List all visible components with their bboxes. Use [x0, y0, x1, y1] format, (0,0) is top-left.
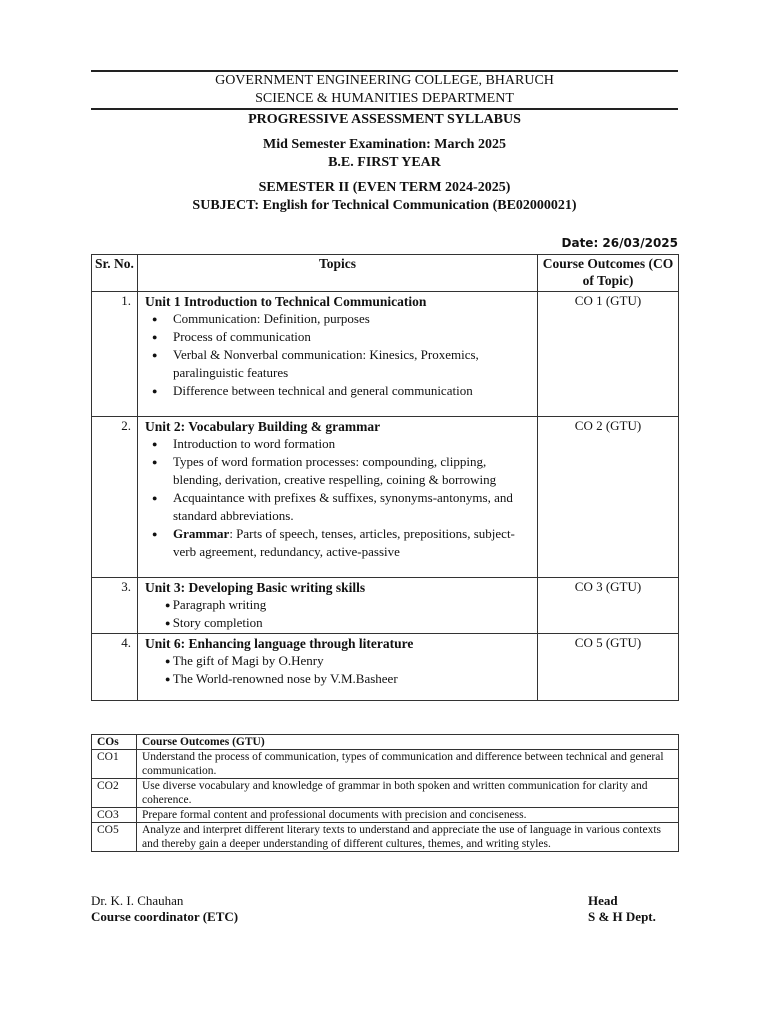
- topic-list: [145, 435, 533, 561]
- cos-id-header: COs: [92, 735, 137, 750]
- co-description: Use diverse vocabulary and knowledge of grammar in both spoken and written communication for clarity and coherence.: [137, 779, 679, 808]
- topic-cell: [138, 292, 538, 417]
- co-cell: CO 5 (GTU): [538, 634, 679, 701]
- list-item: ● Paragraph writing: [165, 596, 533, 614]
- list-item: ● The gift of Magi by O.Henry: [165, 652, 533, 670]
- row-number: 2.: [92, 417, 138, 578]
- topic-cell: [138, 634, 538, 701]
- topic-cell: [138, 417, 538, 578]
- sr-header: Sr. No.: [92, 255, 138, 292]
- list-item: ● Types of word formation processes: compounding, clipping, blending, derivation, creative respelling, coining & borrowing: [166, 453, 533, 489]
- college-name: GOVERNMENT ENGINEERING COLLEGE, BHARUCH: [215, 73, 554, 88]
- top-rule: [91, 70, 678, 72]
- table-row: [92, 779, 679, 808]
- header-rule: [91, 108, 678, 110]
- co-cell: CO 3 (GTU): [538, 578, 679, 634]
- topics-table: [91, 254, 679, 701]
- coordinator-role: Course coordinator (ETC): [91, 909, 239, 924]
- department-name: SCIENCE & HUMANITIES DEPARTMENT: [255, 91, 514, 106]
- topics-header-row: [92, 255, 679, 292]
- head-department: S & H Dept.: [588, 909, 656, 924]
- list-item: ● Difference between technical and general communication: [166, 382, 533, 400]
- co-id: CO1: [92, 750, 137, 779]
- grammar-label: Grammar: [173, 526, 230, 541]
- syllabus-title: PROGRESSIVE ASSESSMENT SYLLABUS: [248, 112, 521, 127]
- cos-header-row: [92, 735, 679, 750]
- list-item: ● Introduction to word formation: [166, 435, 533, 453]
- unit-title: Unit 1 Introduction to Technical Communication: [145, 294, 427, 309]
- co-description: Analyze and interpret different literary texts to understand and appreciate the use of language in various contexts and thereby gain a deeper understanding of different cultures, themes, and writing styles.: [137, 823, 679, 852]
- head-title: Head: [588, 893, 618, 908]
- row-number: 3.: [92, 578, 138, 634]
- row-number: 4.: [92, 634, 138, 701]
- topic-list: [145, 310, 533, 400]
- table-row: [92, 578, 679, 634]
- list-item: ● Verbal & Nonverbal communication: Kinesics, Proxemics, paralinguistic features: [166, 346, 533, 382]
- table-row: [92, 823, 679, 852]
- co-id: CO2: [92, 779, 137, 808]
- table-row: [92, 634, 679, 701]
- list-item: ● Communication: Definition, purposes: [166, 310, 533, 328]
- unit-title: Unit 6: Enhancing language through literature: [145, 636, 414, 651]
- table-row: [92, 750, 679, 779]
- year-title: B.E. FIRST YEAR: [328, 155, 441, 170]
- topic-list: [145, 652, 533, 688]
- unit-title: Unit 2: Vocabulary Building & grammar: [145, 419, 381, 434]
- list-item: ● Acquaintance with prefixes & suffixes, synonyms-antonyms, and standard abbreviations.: [166, 489, 533, 525]
- co-header: Course Outcomes (CO of Topic): [538, 255, 679, 292]
- topic-cell: [138, 578, 538, 634]
- table-row: [92, 417, 679, 578]
- co-cell: CO 2 (GTU): [538, 417, 679, 578]
- co-description: Prepare formal content and professional documents with precision and conciseness.: [137, 808, 679, 823]
- grammar-text: : Parts of speech, tenses, articles, prepositions, subject-verb agreement, redundancy, active-passive: [173, 526, 515, 559]
- co-id: CO3: [92, 808, 137, 823]
- topics-header: Topics: [138, 255, 538, 292]
- subject-title: SUBJECT: English for Technical Communication (BE02000021): [192, 198, 577, 213]
- list-item: ● Story completion: [165, 614, 533, 632]
- document-date: Date: 26/03/2025: [561, 236, 678, 250]
- exam-title: Mid Semester Examination: March 2025: [263, 137, 506, 152]
- coordinator-name: Dr. K. I. Chauhan: [91, 893, 184, 908]
- co-description: Understand the process of communication, types of communication and difference between technical and general communication.: [137, 750, 679, 779]
- co-cell: CO 1 (GTU): [538, 292, 679, 417]
- co-id: CO5: [92, 823, 137, 852]
- topic-list: [145, 596, 533, 632]
- cos-desc-header: Course Outcomes (GTU): [137, 735, 679, 750]
- list-item: ● Process of communication: [166, 328, 533, 346]
- table-row: [92, 292, 679, 417]
- semester-title: SEMESTER II (EVEN TERM 2024-2025): [258, 180, 511, 195]
- course-outcomes-table: [91, 734, 679, 852]
- list-item: ● The World-renowned nose by V.M.Basheer: [165, 670, 533, 688]
- unit-title: Unit 3: Developing Basic writing skills: [145, 580, 366, 595]
- row-number: 1.: [92, 292, 138, 417]
- list-item: [166, 525, 533, 561]
- table-row: [92, 808, 679, 823]
